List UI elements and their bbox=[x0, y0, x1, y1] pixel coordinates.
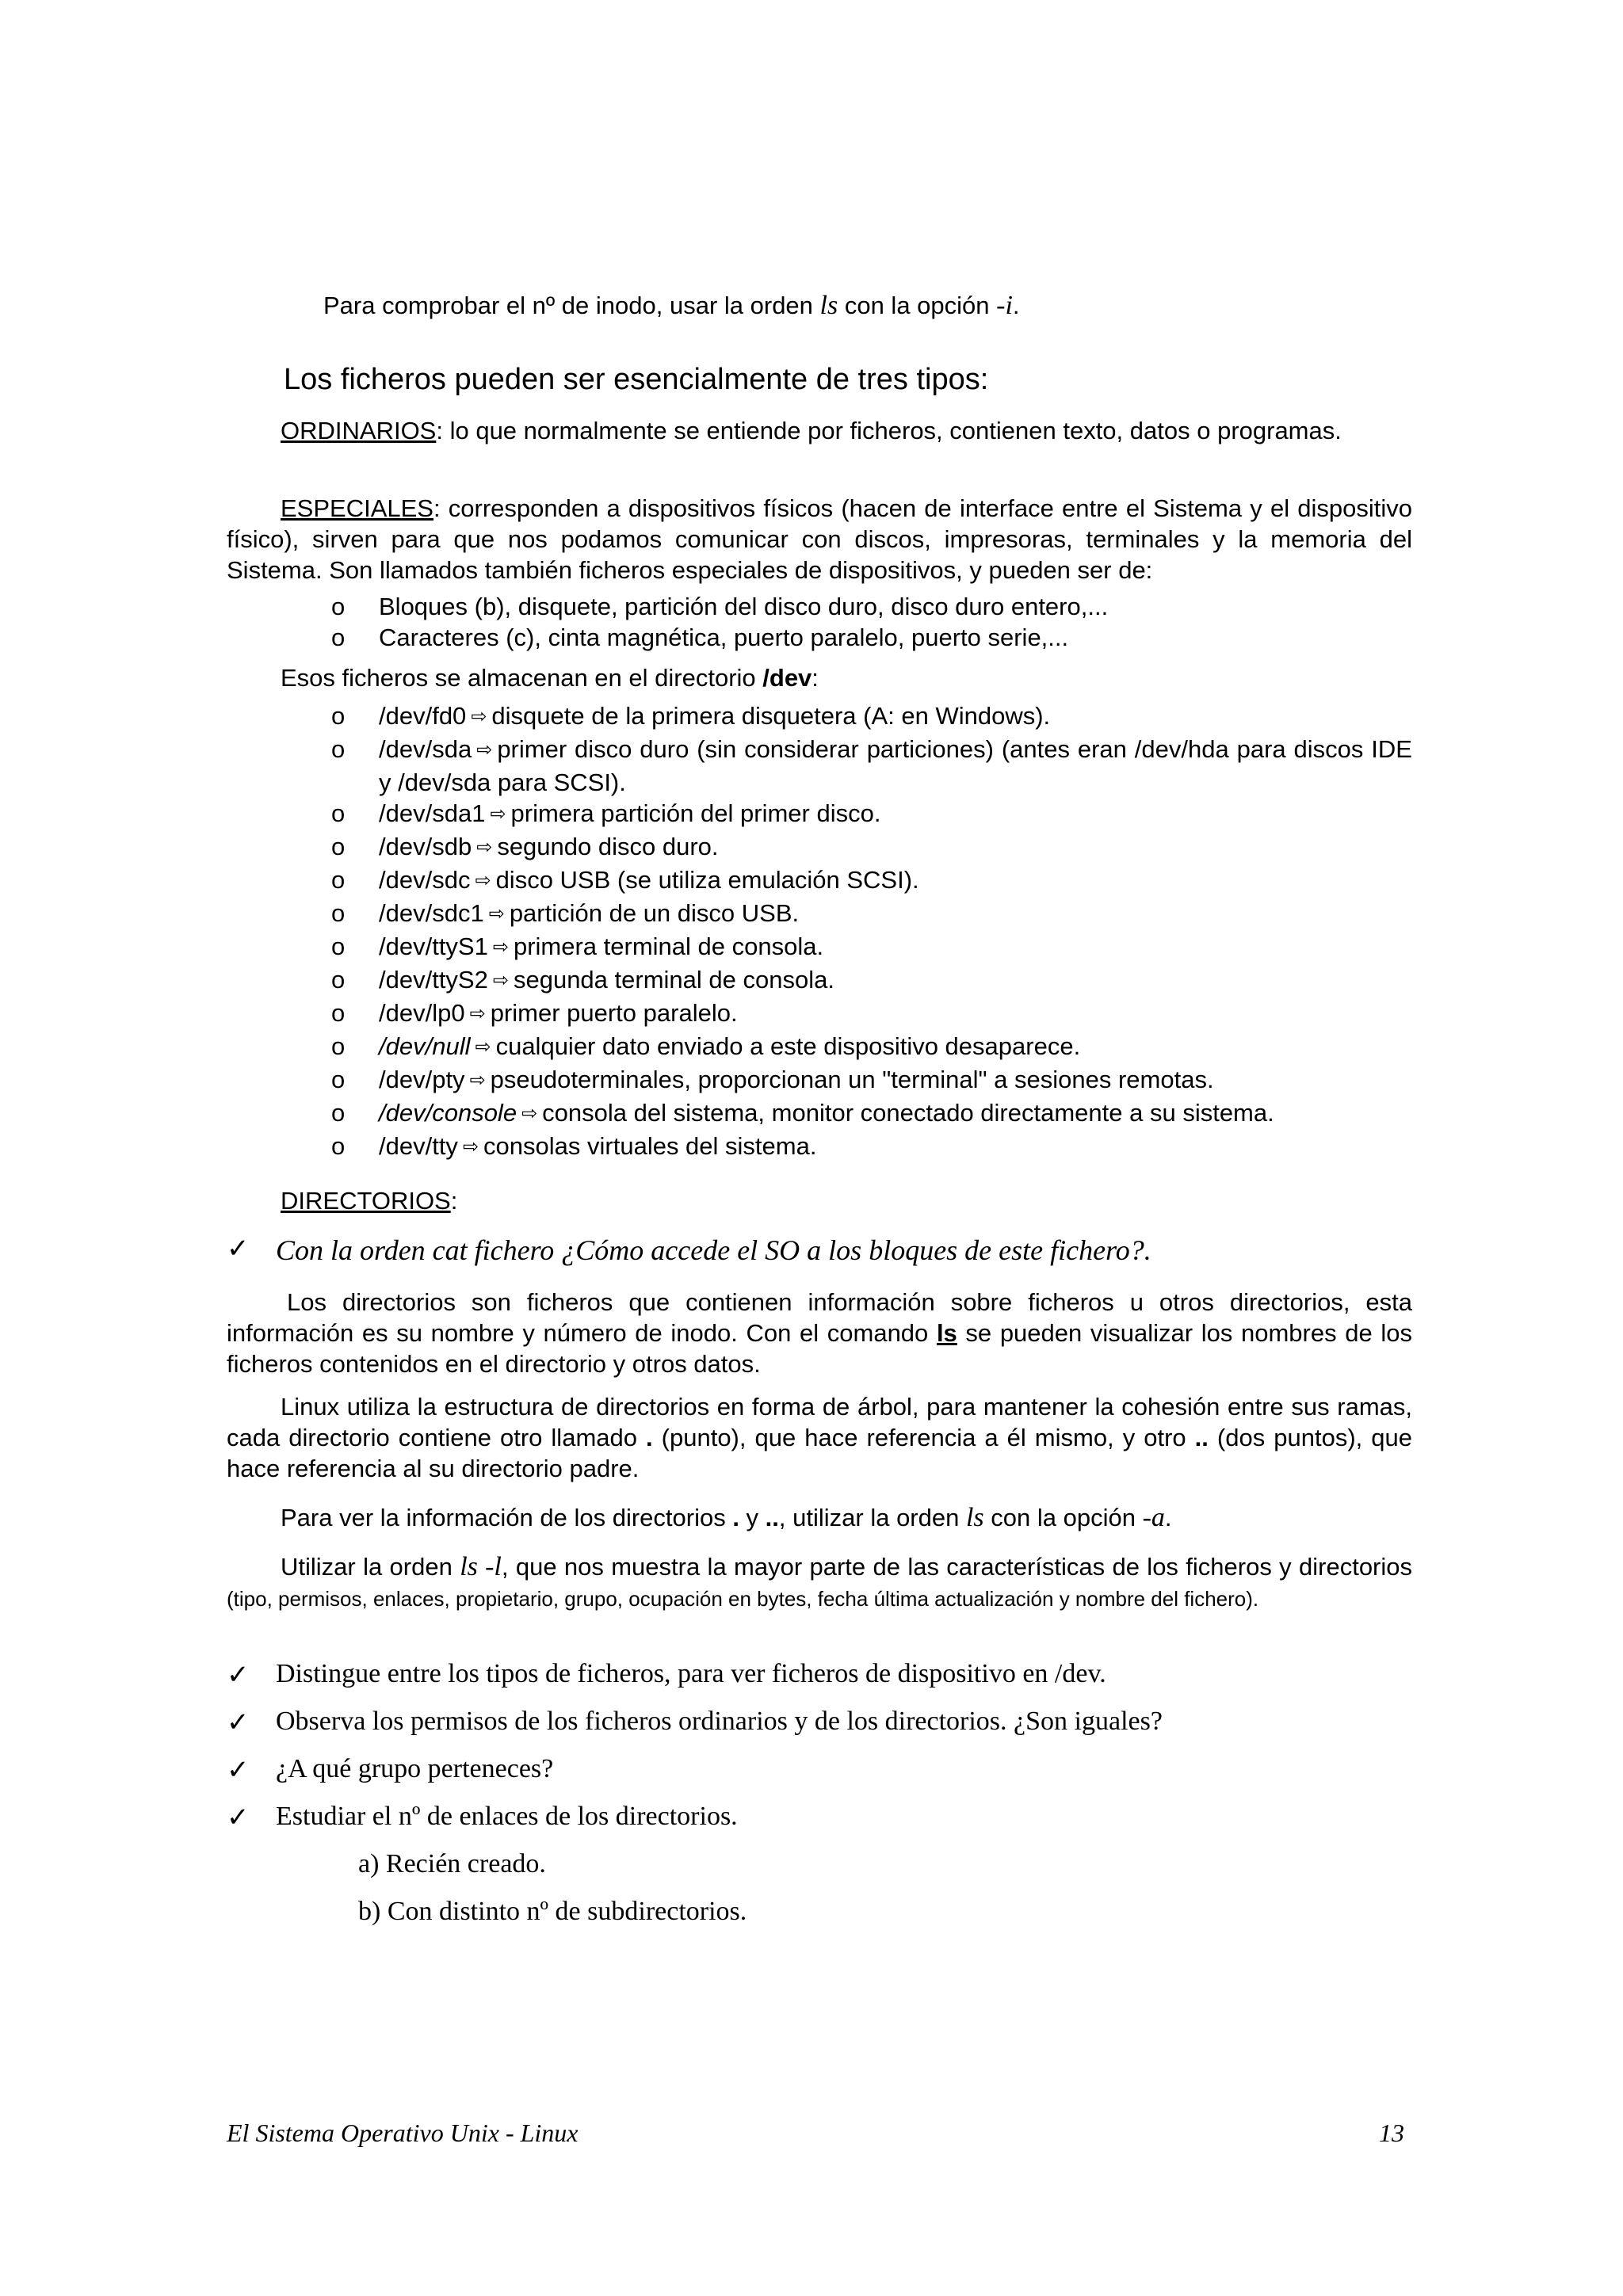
list-item: o Caracteres (c), cinta magnética, puerto paralelo, puerto serie,... bbox=[331, 624, 1069, 651]
device-description: segundo disco duro. bbox=[497, 833, 719, 860]
device-path: /dev/sdc1 bbox=[379, 899, 484, 927]
subtask-a: a) Recién creado. bbox=[358, 1849, 546, 1878]
check-icon: ✓ bbox=[227, 1234, 250, 1264]
question-1: Con la orden cat fichero ¿Cómo accede el SO a los bloques de este fichero?. bbox=[276, 1234, 1151, 1266]
intro-pre: Para comprobar el nº de inodo, usar la orden bbox=[323, 292, 820, 319]
intro-mid: con la opción bbox=[838, 292, 997, 319]
bullet-marker: o bbox=[331, 624, 346, 651]
arrow-right-icon: ⇨ bbox=[476, 837, 493, 858]
device-description: consola del sistema, monitor conectado directamente a su sistema. bbox=[542, 1099, 1274, 1127]
especiales-label: ESPECIALES bbox=[281, 494, 433, 522]
check-icon: ✓ bbox=[227, 1660, 250, 1690]
device-item bbox=[331, 1031, 1412, 1064]
task-3: ¿A qué grupo perteneces? bbox=[276, 1754, 554, 1783]
arrow-right-icon: ⇨ bbox=[475, 870, 491, 891]
bullet-marker: o bbox=[331, 702, 346, 730]
device-item bbox=[331, 1131, 1412, 1164]
ordinarios-text: : lo que normalmente se entiende por ficheros, contienen texto, datos o programas. bbox=[436, 417, 1342, 444]
subtask-b: b) Con distinto nº de subdirectorios. bbox=[358, 1897, 747, 1926]
device-item bbox=[331, 964, 1412, 997]
device-item bbox=[331, 931, 1412, 964]
bullet-marker: o bbox=[331, 799, 346, 827]
device-path: /dev/tty bbox=[379, 1132, 458, 1160]
device-item bbox=[331, 864, 1412, 898]
bullet-marker: o bbox=[331, 933, 346, 960]
bullet-marker: o bbox=[331, 1099, 346, 1127]
device-path: /dev/sda bbox=[379, 735, 472, 763]
bullet-marker: o bbox=[331, 1132, 346, 1160]
device-path: /dev/lp0 bbox=[379, 999, 465, 1027]
footer-page-number: 13 bbox=[1379, 2119, 1404, 2147]
bullet-marker: o bbox=[331, 593, 346, 620]
ls-command: ls bbox=[936, 1319, 957, 1347]
arrow-right-icon: ⇨ bbox=[469, 1070, 486, 1091]
device-path: /dev/ttyS2 bbox=[379, 966, 488, 994]
device-description: primera terminal de consola. bbox=[513, 933, 824, 960]
check-icon: ✓ bbox=[227, 1802, 250, 1833]
device-path: /dev/sdc bbox=[379, 866, 471, 894]
directorios-heading: DIRECTORIOS: bbox=[281, 1187, 458, 1215]
check-icon: ✓ bbox=[227, 1707, 250, 1737]
device-item bbox=[331, 700, 1412, 734]
device-description: disquete de la primera disquetera (A: en Windows). bbox=[491, 702, 1051, 730]
arrow-right-icon: ⇨ bbox=[492, 936, 509, 958]
arrow-right-icon: ⇨ bbox=[475, 1036, 491, 1058]
device-item bbox=[331, 734, 1412, 798]
device-description: segunda terminal de consola. bbox=[513, 966, 834, 994]
device-item bbox=[331, 798, 1412, 831]
task-2: Observa los permisos de los ficheros ordinarios y de los directorios. ¿Son iguales? bbox=[276, 1707, 1163, 1736]
dir-paragraph-3: Para ver la información de los directorios . y .., utilizar la orden ls con la opción -a. bbox=[281, 1503, 1172, 1532]
arrow-right-icon: ⇨ bbox=[469, 1003, 486, 1024]
device-list bbox=[331, 700, 1412, 1164]
types-heading: Los ficheros pueden ser esencialmente de tres tipos: bbox=[284, 363, 989, 396]
arrow-right-icon: ⇨ bbox=[492, 970, 509, 991]
dev-dir: /dev bbox=[762, 664, 812, 692]
device-path: /dev/sdb bbox=[379, 833, 472, 860]
ordinarios-label: ORDINARIOS bbox=[281, 417, 437, 444]
dev-intro: Esos ficheros se almacenan en el directorio /dev: bbox=[281, 664, 819, 692]
device-path: /dev/ttyS1 bbox=[379, 933, 488, 960]
device-description: cualquier dato enviado a este dispositivo desaparece. bbox=[495, 1032, 1081, 1060]
device-description: primera partición del primer disco. bbox=[510, 799, 881, 827]
bullet-marker: o bbox=[331, 866, 346, 894]
device-description: consolas virtuales del sistema. bbox=[483, 1132, 817, 1160]
bullet-marker: o bbox=[331, 735, 346, 763]
device-path: /dev/sda1 bbox=[379, 799, 486, 827]
ordinarios-paragraph bbox=[227, 415, 1412, 446]
intro-opt: -i bbox=[996, 291, 1013, 320]
arrow-right-icon: ⇨ bbox=[476, 739, 493, 761]
arrow-right-icon: ⇨ bbox=[471, 706, 487, 727]
directorios-label: DIRECTORIOS bbox=[281, 1187, 451, 1215]
task-4: Estudiar el nº de enlaces de los directorios. bbox=[276, 1802, 738, 1831]
device-path: /dev/null bbox=[379, 1032, 471, 1060]
device-description: pseudoterminales, proporcionan un "terminal" a sesiones remotas. bbox=[490, 1066, 1214, 1093]
device-path: /dev/console bbox=[379, 1099, 517, 1127]
dir-paragraph-2: Linux utiliza la estructura de directorios en forma de árbol, para mantener la cohesión entre sus ramas, cada directorio contiene otro llamado . (punto), que hace referencia a él mismo, y otro .. (dos puntos), que hace referencia al su directorio padre. bbox=[227, 1393, 1412, 1482]
especiales-text: : corresponden a dispositivos físicos (hacen de interface entre el Sistema y el dispositivo físico), sirven para que nos podamos comunicar con discos, impresoras, terminales y la memoria del Sistema. Son llamados también ficheros especiales de dispositivos, y pueden ser de: bbox=[227, 494, 1412, 584]
bullet-marker: o bbox=[331, 1066, 346, 1093]
arrow-right-icon: ⇨ bbox=[462, 1136, 479, 1158]
device-item bbox=[331, 898, 1412, 931]
especiales-paragraph bbox=[227, 493, 1412, 585]
arrow-right-icon: ⇨ bbox=[521, 1103, 538, 1124]
intro-cmd: ls bbox=[819, 291, 838, 320]
bullet-marker: o bbox=[331, 1032, 346, 1060]
bullet-marker: o bbox=[331, 966, 346, 994]
device-description: disco USB (se utiliza emulación SCSI). bbox=[495, 866, 919, 894]
especiales-list bbox=[331, 591, 1412, 653]
bullet-marker: o bbox=[331, 899, 346, 927]
device-description: primer disco duro (sin considerar particiones) (antes eran /dev/hda para discos IDE y /dev/sda para SCSI). bbox=[379, 735, 1412, 796]
list-item: o Bloques (b), disquete, partición del disco duro, disco duro entero,... bbox=[331, 593, 1109, 620]
device-item bbox=[331, 1064, 1412, 1097]
task-1: Distingue entre los tipos de ficheros, para ver ficheros de dispositivo en /dev. bbox=[276, 1659, 1106, 1688]
dir-paragraph-1: Los directorios son ficheros que contienen información sobre ficheros u otros directorios, esta información es su nombre y número de inodo. Con el comando ls se pueden visualizar los nombres de los ficheros contenidos en el directorio y otros datos. bbox=[227, 1288, 1413, 1378]
device-item bbox=[331, 831, 1412, 864]
bullet-marker: o bbox=[331, 999, 346, 1027]
arrow-right-icon: ⇨ bbox=[490, 803, 506, 825]
device-description: primer puerto paralelo. bbox=[490, 999, 738, 1027]
intro-line bbox=[323, 290, 1020, 321]
check-icon: ✓ bbox=[227, 1755, 250, 1785]
dir-paragraph-4: Utilizar la orden ls -l, que nos muestra la mayor parte de las características de los ficheros y directorios (tipo, permisos, enlaces, propietario, grupo, ocupación en bytes, fecha última actualización y nombre del fichero). bbox=[227, 1552, 1413, 1611]
intro-post: . bbox=[1012, 292, 1020, 319]
arrow-right-icon: ⇨ bbox=[488, 903, 505, 925]
device-item bbox=[331, 1097, 1412, 1131]
device-item bbox=[331, 997, 1412, 1031]
device-description: partición de un disco USB. bbox=[509, 899, 800, 927]
footer-title: El Sistema Operativo Unix - Linux bbox=[227, 2119, 579, 2147]
device-path: /dev/fd0 bbox=[379, 702, 467, 730]
device-path: /dev/pty bbox=[379, 1066, 465, 1093]
bullet-marker: o bbox=[331, 833, 346, 860]
